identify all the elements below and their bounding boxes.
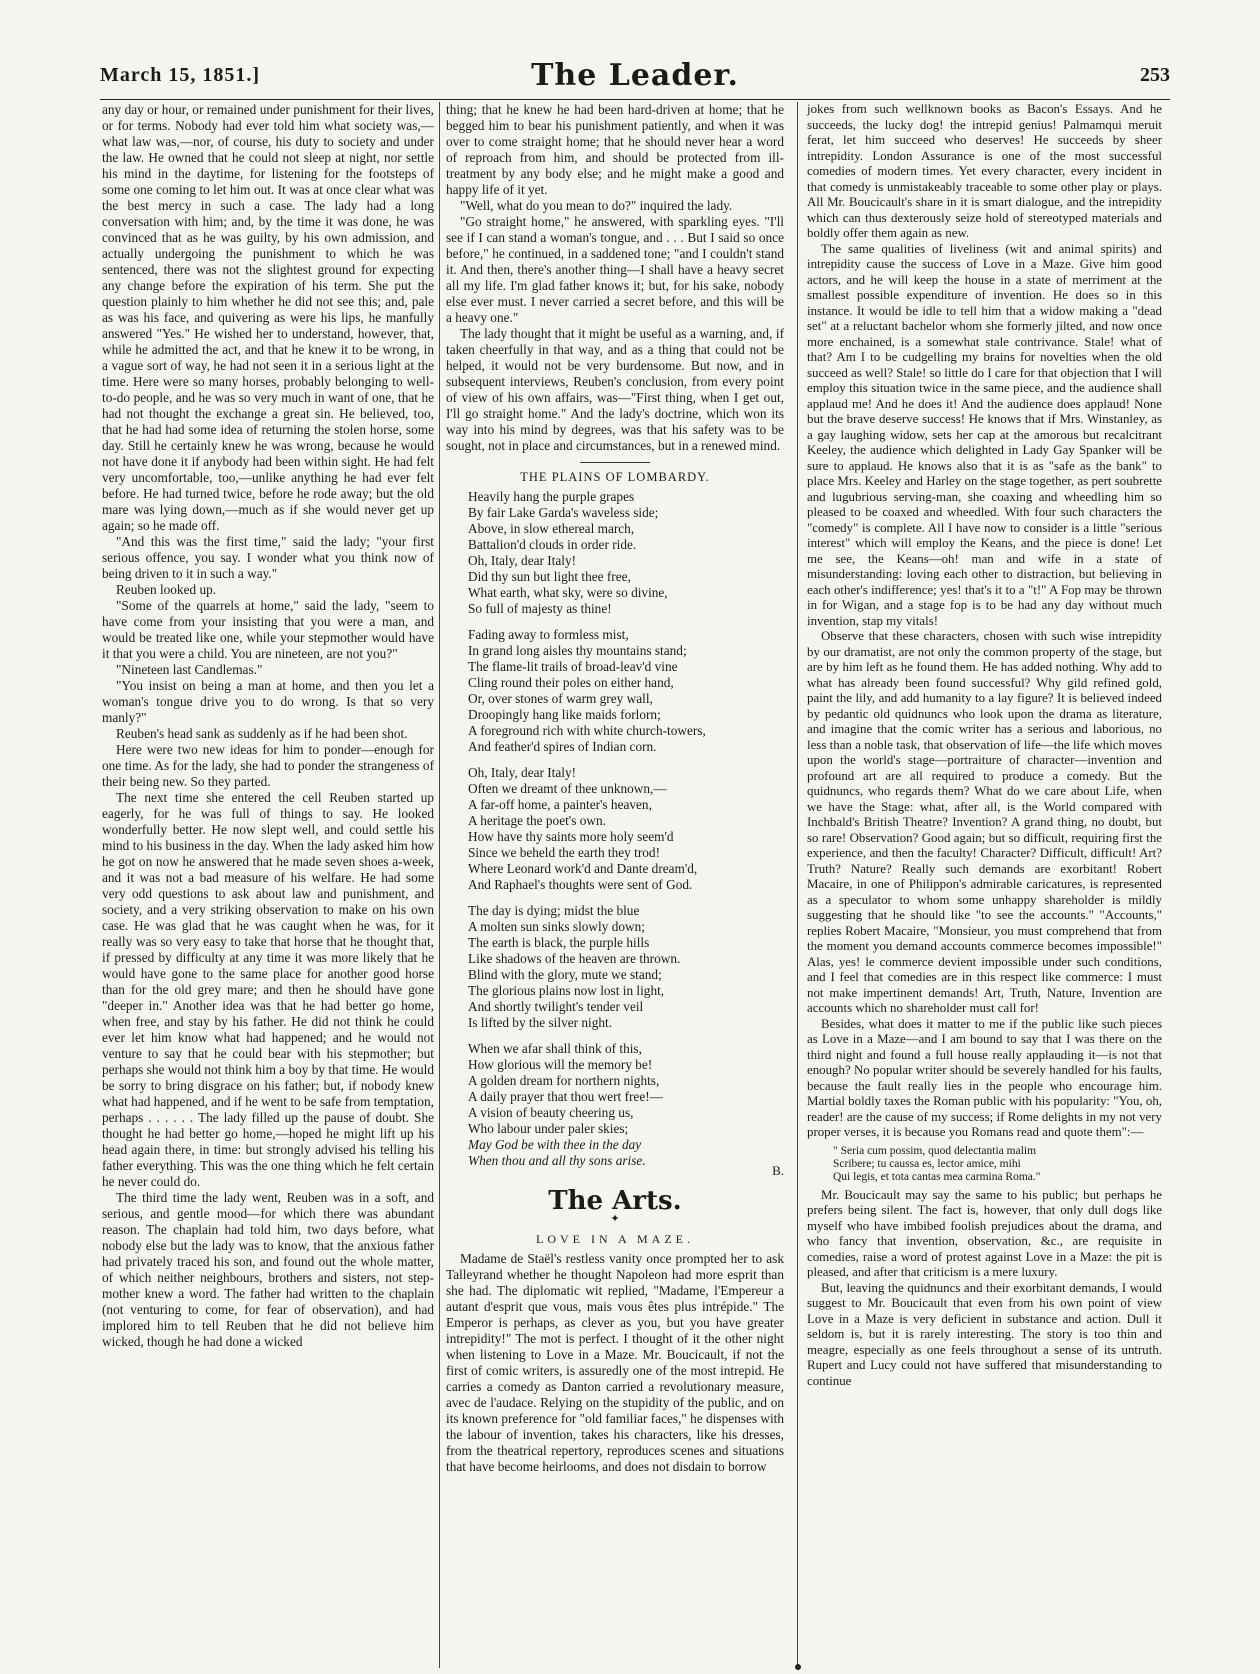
poem-line: Oh, Italy, dear Italy! — [468, 765, 577, 780]
poem-line: So full of majesty as thine! — [468, 601, 612, 616]
poem-line: And Raphael's thoughts were sent of God. — [468, 877, 693, 892]
poem-line: A far-off home, a painter's heaven, — [468, 797, 652, 812]
poem-line: A golden dream for northern nights, — [468, 1073, 660, 1088]
section-separator — [580, 462, 650, 463]
poem-line: Often we dreamt of thee unknown,— — [468, 781, 667, 796]
paragraph: "You insist on being a man at home, and then you let a woman's tongue drive you to do wrong. Is that so very manly?" — [102, 678, 434, 725]
poem-line: The flame-lit trails of broad-leav'd vine — [468, 659, 678, 674]
paragraph: But, leaving the quidnuncs and their exorbitant demands, I would suggest to Mr. Boucicault that even from his own point of view Love in a Maze is very deficient in substance and action. Dull it seldom is, but it is rarely interesting. The story is too thin and meagre, especially as one feels throughout a sense of its untruth. Rupert and Lucy could not have suffered that misunderstanding to continue — [807, 1280, 1162, 1388]
poem-line: Droopingly hang like maids forlorn; — [468, 707, 661, 722]
poem-stanza — [468, 765, 784, 893]
poem-line: Like shadows of the heaven are thrown. — [468, 951, 681, 966]
column-2 — [446, 102, 784, 1475]
poem-stanza — [468, 627, 784, 755]
section-heading: The Arts. — [548, 1186, 682, 1216]
poem-line: Battalion'd clouds in order ride. — [468, 537, 637, 552]
poem-line: When thou and all thy sons arise. — [468, 1153, 646, 1168]
paragraph: "Well, what do you mean to do?" inquired the lady. — [460, 198, 733, 213]
poem-line: And feather'd spires of Indian corn. — [468, 739, 657, 754]
poem-line: Cling round their poles on either hand, — [468, 675, 674, 690]
latin-quote — [833, 1145, 1162, 1184]
paragraph: The third time the lady went, Reuben was in a soft, and serious, and gentle mood—for which there was abundant reason. The chaplain had told him, two days before, what nobody else but the lady was to know, that the anxious father had privately traced his son, and found out the whole matter, of which neither neighbours, brothers and sisters, not step-mother knew a word. The father had written to the chaplain (not venturing to come, for fear of observation), and had implored him to tell Reuben that he did not believe him wicked, though he had done a wicked — [102, 1190, 434, 1349]
poem-line: Fading away to formless mist, — [468, 627, 629, 642]
poem-line: In grand long aisles thy mountains stand; — [468, 643, 687, 658]
paragraph: Observe that these characters, chosen with such wise intrepidity by our dramatist, are not only the common property of the stage, but are by him left as he found them. He has added nothing. Why add to what has already been found successful? Why gild refined gold, paint the lily, and add humanity to a lay figure? It is believed indeed by pedantic old quidnuncs who look upon the drama as literature, and imagine that the comic writer has a serious and laborious, no less than a noble task, that observation of life—the life which moves upon the world's stage—portraiture of character—invention and profound art are all required to produce a comedy. But the quidnuncs, who regards them? What do we care about Life, when we have the Stage: what, after all, is the World compared with Inchbald's British Theatre? Invention? A grand thing, no doubt, but so rare! Observation? Good again; but so difficult, requiring first the experience, and then the faculty! Character? Difficult, difficult! Art? Truth? Nature? Really such demands are exorbitant! Robert Macaire, in one of Philippon's admirable caricatures, is represented as a speculator to whom some unhappy shareholder is mildly suggesting that he should like "to see the accounts." "Accounts," replies Robert Macaire, "Monsieur, you must comprehend that from the moment you demand accounts commerce becomes impossible!" Alas, yes! le commerce devient impossible under such conditions, and I feel that comedies are in this respect like commerce: I must not make impertinent demands! Art, Truth, Nature, Invention are accounts which no shareholder must call for! — [807, 629, 1162, 1015]
quote-line: Scribere; tu caussa es, lector amice, mihi — [833, 1157, 1021, 1170]
ornament-icon: ✦ — [610, 1213, 620, 1225]
paragraph: Besides, what does it matter to me if the public like such pieces as Love in a Maze—and I am bound to say that I was there on the third night and found a full house really applauding it—is not that enough? No popular writer should be severely handled for his faults, because the fault really lies in the people who encourage him. Martial boldly taxes the Roman public with his popularity: "You, oh, reader! are the cause of my success; if Rome delights in my not very proper verses, it is because you Romans read and quote them":— — [807, 1016, 1162, 1139]
poem-line: Did thy sun but light thee free, — [468, 569, 631, 584]
quote-line: " Seria cum possim, quod delectantia malim — [833, 1144, 1037, 1157]
poem-line: The glorious plains now lost in light, — [468, 983, 665, 998]
poem — [468, 489, 784, 1179]
poem-stanza — [468, 1041, 784, 1169]
poem-line: Where Leonard work'd and Dante dream'd, — [468, 861, 698, 876]
page-number: 253 — [1140, 64, 1170, 86]
poem-stanza — [468, 489, 784, 617]
column-divider — [439, 102, 440, 1668]
poem-line: When we afar shall think of this, — [468, 1041, 642, 1056]
column-divider — [797, 102, 798, 1668]
paragraph: The lady thought that it might be useful as a warning, and, if taken cheerfully in that way, and as a thing that could not be helped, it would not be very burdensome. But now, and in subsequent interviews, Reuben's conclusion, from every point of view of his own affairs, was—"First thing, when I get out, I'll go straight home." And the lady's doctrine, which won its way into his mind by degrees, was that his safety was to be sought, not in place and circumstances, but in a renewed mind. — [446, 326, 784, 453]
poem-line: By fair Lake Garda's waveless side; — [468, 505, 659, 520]
poem-line: How glorious will the memory be! — [468, 1057, 653, 1072]
masthead — [100, 58, 1170, 98]
paragraph: Reuben looked up. — [116, 582, 217, 597]
poem-line: A vision of beauty cheering us, — [468, 1105, 634, 1120]
page-mark — [795, 1664, 801, 1670]
poem-line: Above, in slow ethereal march, — [468, 521, 635, 536]
paragraph: "And this was the first time," said the lady; "your first serious offence, you say. I wonder what you think now of being driven to it in such a way." — [102, 534, 434, 581]
poem-line: Is lifted by the silver night. — [468, 1015, 613, 1030]
poem-line: A foreground rich with white church-towers, — [468, 723, 706, 738]
paragraph: The same qualities of liveliness (wit and animal spirits) and intrepidity cause the success of Love in a Maze. Give him good actors, and he will keep the house in a state of merriment at the smallest possible expenditure of invention. He does so in this instance. It would be idle to tell him that a widow making a "dead set" at a reluctant bachelor whom she formerly jilted, and now once more enchained, is a somewhat stale contrivance. Stale! what of that? Am I to be cudgelling my brains for novelties when the old succeed as well? Stale! so little do I care for that objection that I will employ this situation twice in the same piece, and the audience shall applaud me! And he does it! And the audience does applaud! None but the brave deserve success! He knows that if Mrs. Winstanley, as a gay laughing widow, sets her cap at the amorous but recalcitrant Keeley, the audience which delighted in Lady Gay Spanker will be sure to applaud. He knows also that it is as "safe as the bank" to place Mrs. Keeley and Harley on the stage together, as pert soubrette and lugubrious serving-man, she coaxing and wheedling him so pleased to be coaxed and wheedled. With four such characters the "comedy" is complete. All I have now to consider is a little "serious interest" which will employ the Keans, and the piece is done! Let me see, the Keans—oh! man and wife in a state of misunderstanding: loving each other to distraction, but believing in each other's indifference; yes! that's it to a "t!" A Fop may be thrown in for Wigan, and a stage fop is to be had any day without much invention, stap my vitals! — [807, 241, 1162, 628]
poem-line: Heavily hang the purple grapes — [468, 489, 635, 504]
paragraph: jokes from such wellknown books as Bacon's Essays. And he succeeds, the lucky dog! the intrepid genius! Palmamqui meruit ferat, let him succeed who deserves! He succeeds by sheer intrepidity. London Assurance is one of the most successful comedies of modern times. Yet every character, every incident in that comedy is unmistakeably traceable to some other play or plays. All Mr. Boucicault's share in it is smart dialogue, and the intrepidity which can thus dexterously seize hold of stereotyped materials and boldly offer them again as new. — [807, 102, 1162, 240]
poem-signature: B. — [772, 1163, 784, 1178]
poem-line: And shortly twilight's tender veil — [468, 999, 644, 1014]
paragraph: thing; that he knew he had been hard-driven at home; that he begged him to bear his punishment patiently, and when it was over to come straight home; that he should never hear a word of reproach from him, and should be protected from ill-treatment by any body else; and he might make a good and happy life of it yet. — [446, 102, 784, 197]
poem-line: A heritage the poet's own. — [468, 813, 606, 828]
poem-line: The earth is black, the purple hills — [468, 935, 650, 950]
article-title: LOVE IN A MAZE. — [536, 1232, 694, 1246]
poem-line: Since we beheld the earth they trod! — [468, 845, 660, 860]
issue-date: March 15, 1851.] — [100, 64, 261, 86]
poem-line: A molten sun sinks slowly down; — [468, 919, 645, 934]
paragraph: Madame de Staël's restless vanity once prompted her to ask Talleyrand whether he thought Napoleon had more esprit than she had. The diplomatic wit replied, "Madame, l'Empereur a autant d'esprit que vous, mais vous êtes plus intrépide." The Emperor is perhaps, as clever as you, but you have greater intrepidity!" The mot is perfect. I thought of it the other night when listening to Love in a Maze. Mr. Boucicault, if not the first of comic writers, is assuredly one of the most intrepid. He carries a comedy as Danton carried a revolutionary measure, avec de l'audace. Relying on the stupidity of the public, and on its known preference for "old familiar faces," he dispenses with the labour of invention, takes his characters, like his dresses, from the theatrical repertory, reproduces scenes and situations that have become heirlooms, and does not disdain to borrow — [446, 1251, 784, 1474]
paragraph: Here were two new ideas for him to ponder—enough for one time. As for the lady, she had to ponder the strangeness of their being new. So they parted. — [102, 742, 434, 789]
paragraph: "Go straight home," he answered, with sparkling eyes. "I'll see if I can stand a woman's tongue, and . . . But I said so once before," he continued, in a saddened tone; "and I couldn't stand it. And then, there's another thing—I shall have a heavy secret all my life. I'm glad father knows it; but, for his sake, nobody else ever must. I never carried a secret before, and this will be a heavy one." — [446, 214, 784, 325]
poem-line: The day is dying; midst the blue — [468, 903, 640, 918]
poem-line: Oh, Italy, dear Italy! — [468, 553, 577, 568]
newspaper-title: The Leader. — [531, 58, 739, 93]
paragraph: The next time she entered the cell Reuben started up eagerly, for he was full of things to say. He looked wonderfully better. He now slept well, and could settle his mind to his business in the day. When the lady asked him how he got on now he answered that he made seven shoes a-week, and it was not a bad measure of his welfare. He had some very odd questions to ask about law and punishment, and society, and a very striking observation to make on his own case. He was glad that he was caught when he was, for it really was so very easy to take that horse that he thought that, if pressed by difficulty at any time it was more likely that he would have gone to the same place for another good horse than for the old grey mare; and then he should have gone "deeper in." Another idea was that he had better go home, when free, and stay by his father. He did not think he could ever let him know what had happened; and he would not venture to say that he could bear with his stepmother; but perhaps she would not think him a boy by that time. He would be sorry to bring disgrace on his father; but, if nobody knew what had happened, and if he went to be safe from temptation, perhaps . . . . . . The lady filled up the pause of doubt. She thought he had better go home,—hoped he might lift up his head again there, in time: but strongly advised his telling his father everything. This was the one thing which he felt certain he never could do. — [102, 790, 435, 1189]
column-1 — [102, 102, 434, 1350]
column-3 — [807, 102, 1162, 1389]
poem-line: Blind with the glory, mute we stand; — [468, 967, 662, 982]
paragraph: Reuben's head sank as suddenly as if he had been shot. — [116, 726, 408, 741]
poem-stanza — [468, 903, 784, 1031]
poem-line: Who labour under paler skies; — [468, 1121, 629, 1136]
paragraph: any day or hour, or remained under punishment for their lives, or for terms. Nobody had ever told him what society was,—what law was,—nor, of course, his duty to society and under the law. He owned that he could not sleep at night, nor settle his mind in the daytime, for listening for the footsteps of some one coming to let him out. It was at once clear what was the best mercy in such a case. The lady had a long conversation with him; and, by the time it was done, he was convinced that as he was guilty, by his own admission, and actually undergoing the punishment to which he was sentenced, there was not the slightest ground for expecting any change before the expiration of his term. She put the question plainly to him whether he did not see this; and, pale as was his face, and quivering as were his lips, he manfully answered "Yes." He wished her to understand, however, that, while he admitted the act, and that he knew it to be wrong, in a vague sort of way, he had not seen it in a serious light at the time. Here were so many horses, probably belonging to well-to-do people, and he was so very much in want of one, that he had not thought the exchange a great sin. He believed, too, that he had had some idea of returning the stolen horse, some day. Still he certainly knew he was wrong, because he would not have done it if anybody had been within sight. He had felt very uncomfortable, too,—unlike anything he had ever felt before. He had turned twice, before he rode away; but the old mare was lying down,—much as if she would never get up again; so he made off. — [102, 102, 434, 533]
quote-line: Qui legis, et tota cantas mea carmina Roma." — [833, 1170, 1041, 1183]
masthead-rule — [100, 99, 1170, 100]
poem-line: How have thy saints more holy seem'd — [468, 829, 674, 844]
poem-title: THE PLAINS OF LOMBARDY. — [520, 470, 710, 484]
paragraph: "Some of the quarrels at home," said the lady, "seem to have come from your insisting that you were a man, and would be treated like one, while your stepmother would have it that you were a child. You are nineteen, are not you?" — [102, 598, 434, 661]
paragraph: Mr. Boucicault may say the same to his public; but perhaps he prefers being silent. The fact is, however, that only dull dogs like myself who have imbibed foolish prejudices about the drama, and who fancy that invention, observation, &c., are requisite in comedies, raise a word of protest against Love in a Maze: the pit is pleased, and after that criticism is a mere luxury. — [807, 1187, 1162, 1279]
poem-line: What earth, what sky, were so divine, — [468, 585, 668, 600]
poem-line: Or, over stones of warm grey wall, — [468, 691, 653, 706]
poem-line: May God be with thee in the day — [468, 1137, 642, 1152]
paragraph: "Nineteen last Candlemas." — [116, 662, 263, 677]
poem-line: A daily prayer that thou wert free!— — [468, 1089, 663, 1104]
